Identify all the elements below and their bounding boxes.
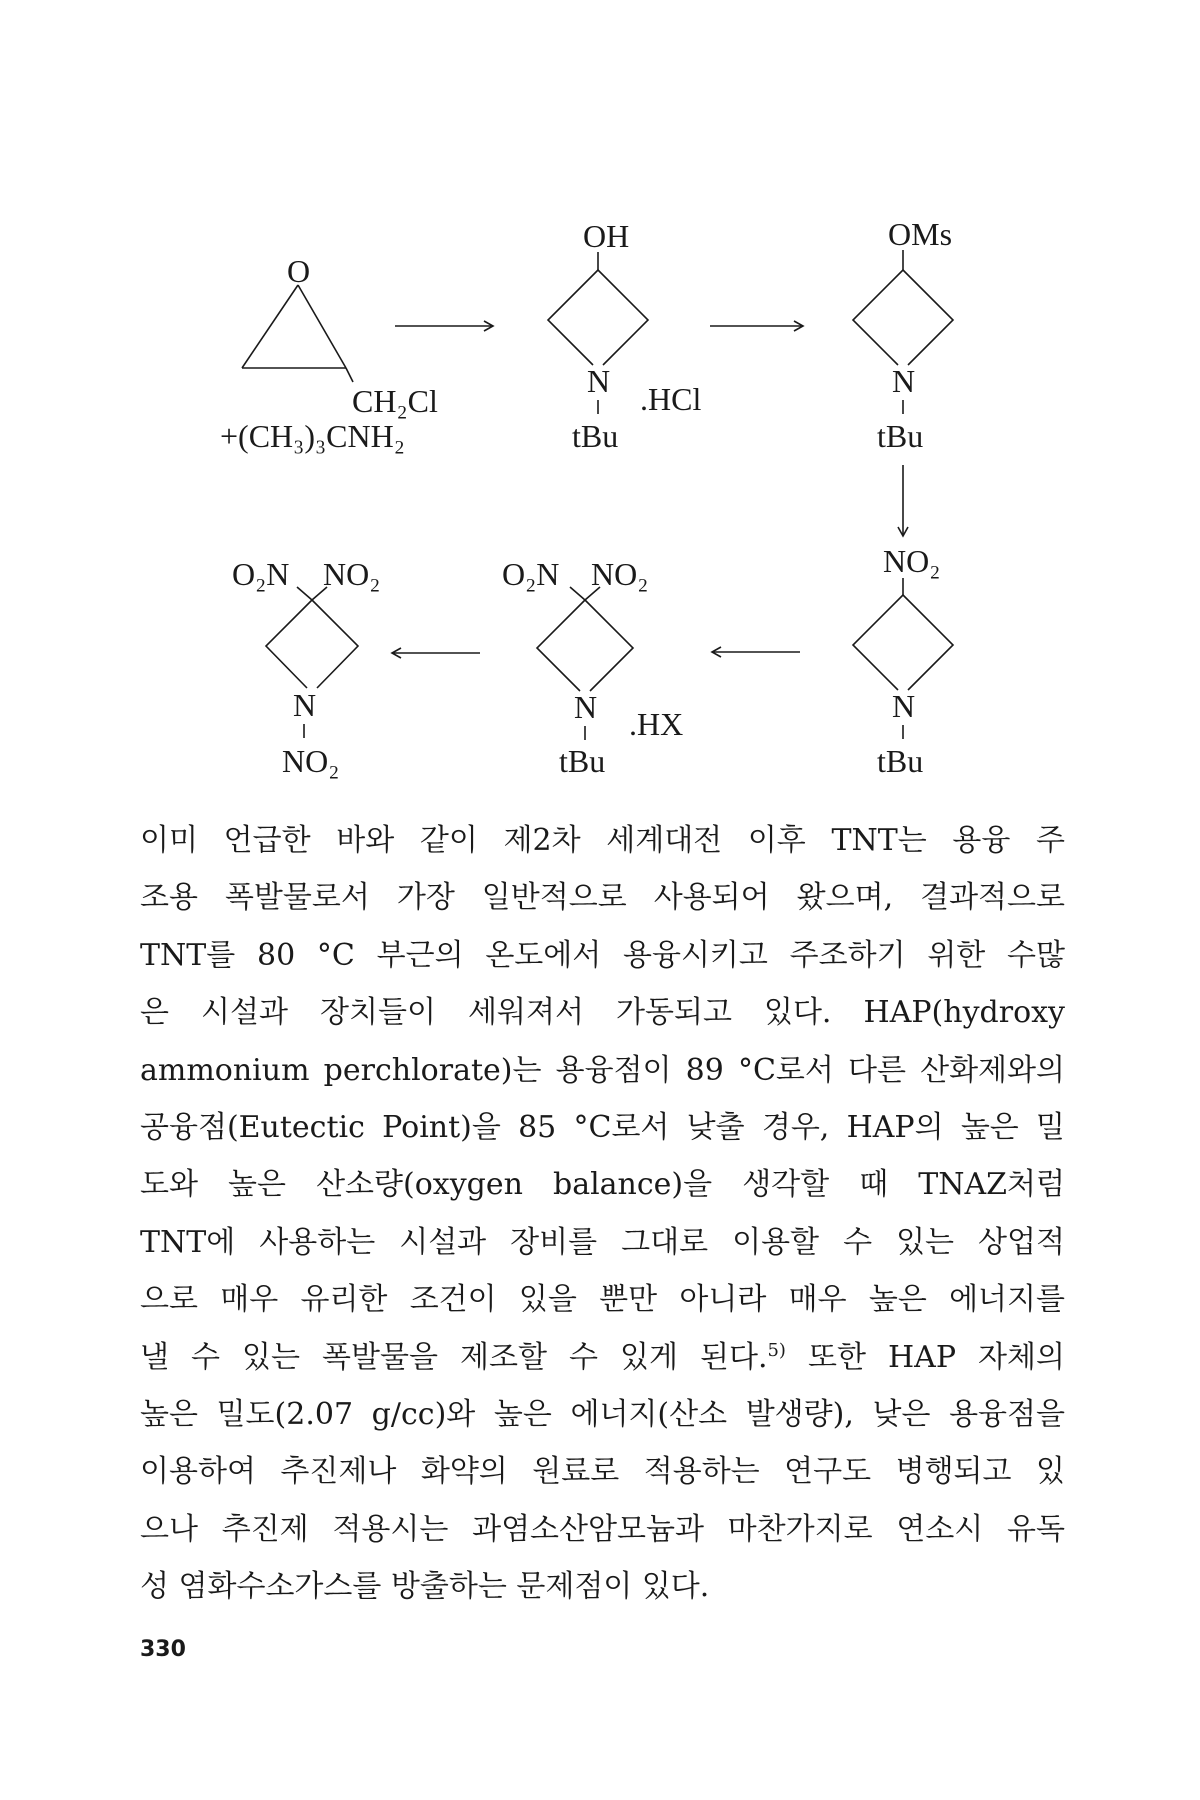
- azetidine-ring: [853, 270, 953, 365]
- tbu-label: tBu: [877, 418, 924, 454]
- bond: [346, 368, 353, 382]
- text-line: 이미 언급한 바와 같이 제2차 세계대전 이후 TNT는 용융 주: [140, 823, 1065, 858]
- page-number: 330: [140, 1637, 186, 1662]
- amine-label: +(CH₃)₃CNH₂: [220, 418, 405, 454]
- text-line: TNT에 사용하는 시설과 장비를 그대로 이용할 수 있는 상업적: [140, 1224, 1065, 1260]
- text-line-end: 또한 HAP 자체의: [785, 1339, 1065, 1375]
- text-line: [140, 1329, 1065, 1386]
- no2-label: NO₂: [883, 543, 941, 579]
- azetidinol-hydrochloride: [548, 218, 701, 454]
- text-line: 공융점(Eutectic Point)을 85 °C로서 낮출 경우, HAP의 높은 밀: [140, 1110, 1065, 1146]
- text-line: 성 염화수소가스를 방출하는 문제점이 있다.: [140, 1569, 710, 1605]
- hx-label: .HX: [629, 706, 684, 742]
- footnote-reference: 5): [767, 1339, 786, 1361]
- dinitroazetidine-salt: [502, 556, 683, 779]
- azetidine-ring: [548, 270, 648, 365]
- nitroazetidine: [853, 543, 953, 779]
- text-line: 으로 매우 유리한 조건이 있을 뿐만 아니라 매우 높은 에너지를: [140, 1282, 1065, 1318]
- tbu-label: tBu: [572, 418, 619, 454]
- azetidine-ring: [266, 600, 358, 688]
- azetidine-ring: [537, 600, 633, 691]
- epichlorohydrin: [220, 253, 438, 454]
- n-label: N: [892, 688, 916, 724]
- text-line: ammonium perchlorate)는 용융점이 89 °C로서 다른 산화제와의: [140, 1052, 1065, 1088]
- oms-label: OMs: [888, 216, 953, 252]
- text-line-start: 낼 수 있는 폭발물을 제조할 수 있게 된다.: [140, 1339, 768, 1375]
- no2-label: NO₂: [591, 556, 649, 592]
- bond: [570, 587, 585, 600]
- no2-label: NO₂: [323, 556, 381, 592]
- tnaz: [232, 556, 380, 779]
- tbu-label: tBu: [877, 743, 924, 779]
- body-paragraph: [140, 812, 1065, 1616]
- text-line: TNT를 80 °C 부근의 온도에서 용융시키고 주조하기 위한 수많: [140, 937, 1065, 973]
- epoxide-oxygen-label: O: [287, 253, 311, 289]
- text-line: 으나 추진제 적용시는 과염소산암모늄과 마찬가지로 연소시 유독: [140, 1511, 1065, 1547]
- n-label: N: [293, 687, 317, 723]
- n-label: N: [892, 363, 916, 399]
- bond: [312, 587, 327, 600]
- text-line: 조용 폭발물로서 가장 일반적으로 사용되어 왔으며, 결과적으로: [140, 880, 1065, 916]
- o2n-label: O₂N: [232, 556, 290, 592]
- azetidine-mesylate: [853, 216, 953, 454]
- text-line: 높은 밀도(2.07 g/cc)와 높은 에너지(산소 발생량), 낮은 용융점을: [140, 1397, 1065, 1433]
- ch2cl-label: CH₂Cl: [352, 383, 438, 419]
- bond: [298, 285, 346, 368]
- n-label: N: [587, 363, 611, 399]
- bond: [242, 285, 298, 368]
- text-line: 도와 높은 산소량(oxygen balance)을 생각할 때 TNAZ처럼: [140, 1167, 1065, 1203]
- text-line: 은 시설과 장치들이 세워져서 가동되고 있다. HAP(hydroxy: [140, 995, 1065, 1031]
- azetidine-ring: [853, 595, 953, 690]
- tbu-label: tBu: [559, 743, 606, 779]
- reaction-scheme: [0, 0, 1200, 780]
- hcl-label: .HCl: [640, 381, 702, 417]
- text-line: 이용하여 추진제나 화약의 원료로 적용하는 연구도 병행되고 있: [140, 1454, 1065, 1490]
- bond: [297, 587, 312, 600]
- no2-label: NO₂: [282, 743, 340, 779]
- o2n-label: O₂N: [502, 556, 560, 592]
- n-label: N: [574, 689, 598, 725]
- oh-label: OH: [583, 218, 630, 254]
